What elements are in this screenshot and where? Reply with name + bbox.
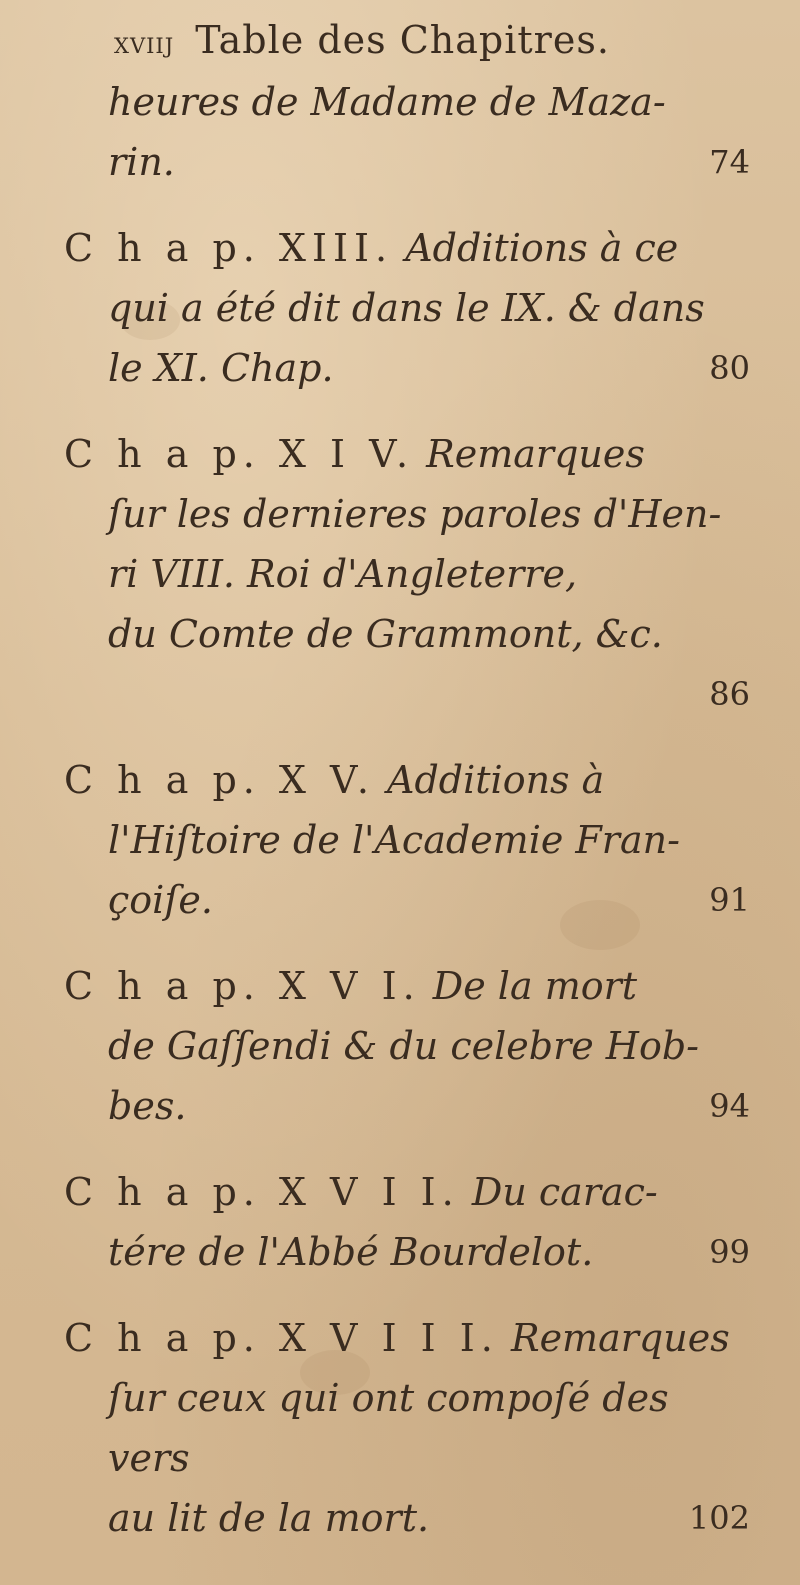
running-header bbox=[114, 18, 760, 62]
entry-heading bbox=[64, 956, 760, 1016]
chapter-label: C h a p. X V I I I. bbox=[64, 1316, 499, 1360]
chapter-label: C h a p. XIII. bbox=[64, 226, 394, 270]
toc-entry bbox=[64, 1308, 760, 1548]
entry-line: rin. bbox=[108, 140, 175, 184]
page-number: 99 bbox=[709, 1233, 750, 1271]
page-number: 74 bbox=[709, 143, 750, 181]
entry-heading-text: Remarques bbox=[510, 1316, 730, 1360]
entry-line: du Comte de Grammont, &c. bbox=[108, 612, 663, 656]
entry-line: ri VIII. Roi d'Angleterre, bbox=[108, 552, 578, 596]
entry-heading-text: De la mort bbox=[432, 964, 638, 1008]
header-roman-numeral: xviij bbox=[114, 26, 175, 61]
page-number: 86 bbox=[709, 675, 750, 713]
entry-last-line bbox=[64, 338, 760, 398]
entry-line: le XI. Chap. bbox=[108, 346, 334, 390]
entry-line: ſur ceux qui ont compoſé des vers bbox=[108, 1376, 669, 1480]
entry-last-line bbox=[64, 1076, 760, 1136]
entry-line: heures de Madame de Maza- bbox=[108, 80, 666, 124]
entry-heading-text: Remarques bbox=[426, 432, 645, 476]
chapter-label: C h a p. X I V. bbox=[64, 432, 415, 476]
entry-line: qui a été dit dans le IX. & dans bbox=[108, 286, 705, 330]
entry-heading bbox=[64, 1162, 760, 1222]
entry-heading-text: Du carac- bbox=[471, 1170, 658, 1214]
entry-last-line bbox=[64, 870, 760, 930]
page-number: 94 bbox=[709, 1087, 750, 1125]
page-number: 80 bbox=[709, 349, 750, 387]
entry-line: tére de l'Abbé Bourdelot. bbox=[108, 1230, 594, 1274]
entry-heading bbox=[64, 1308, 760, 1368]
entry-heading bbox=[64, 218, 760, 278]
entry-heading bbox=[64, 750, 760, 810]
toc-entry bbox=[64, 1162, 760, 1282]
entry-line: au lit de la mort. bbox=[108, 1496, 430, 1540]
entry-last-line bbox=[64, 1222, 760, 1282]
chapter-label: C h a p. X V I. bbox=[64, 964, 421, 1008]
entry-line: bes. bbox=[108, 1084, 187, 1128]
entry-line: çoiſe. bbox=[108, 878, 213, 922]
toc-entry bbox=[64, 218, 760, 398]
page-number: 91 bbox=[709, 881, 750, 919]
entry-last-line bbox=[64, 1488, 760, 1548]
entry-last-line bbox=[64, 132, 760, 192]
toc-entry bbox=[64, 424, 760, 724]
entry-heading-text: Additions à ce bbox=[405, 226, 679, 270]
entry-line: de Gaſſendi & du celebre Hob- bbox=[108, 1024, 699, 1068]
chapter-label: C h a p. X V I I. bbox=[64, 1170, 460, 1214]
toc-entry bbox=[64, 72, 760, 192]
entry-heading bbox=[64, 424, 760, 484]
page-number: 102 bbox=[688, 1499, 750, 1537]
chapter-label: C h a p. X V. bbox=[64, 758, 375, 802]
entry-line: ſur les dernieres paroles d'Hen- bbox=[108, 492, 722, 536]
toc-entry bbox=[64, 956, 760, 1136]
header-title: Table des Chapitres. bbox=[195, 18, 610, 62]
entry-line: l'Hiſtoire de l'Academie Fran- bbox=[108, 818, 680, 862]
entry-heading-text: Additions à bbox=[387, 758, 605, 802]
toc-entry bbox=[64, 750, 760, 930]
